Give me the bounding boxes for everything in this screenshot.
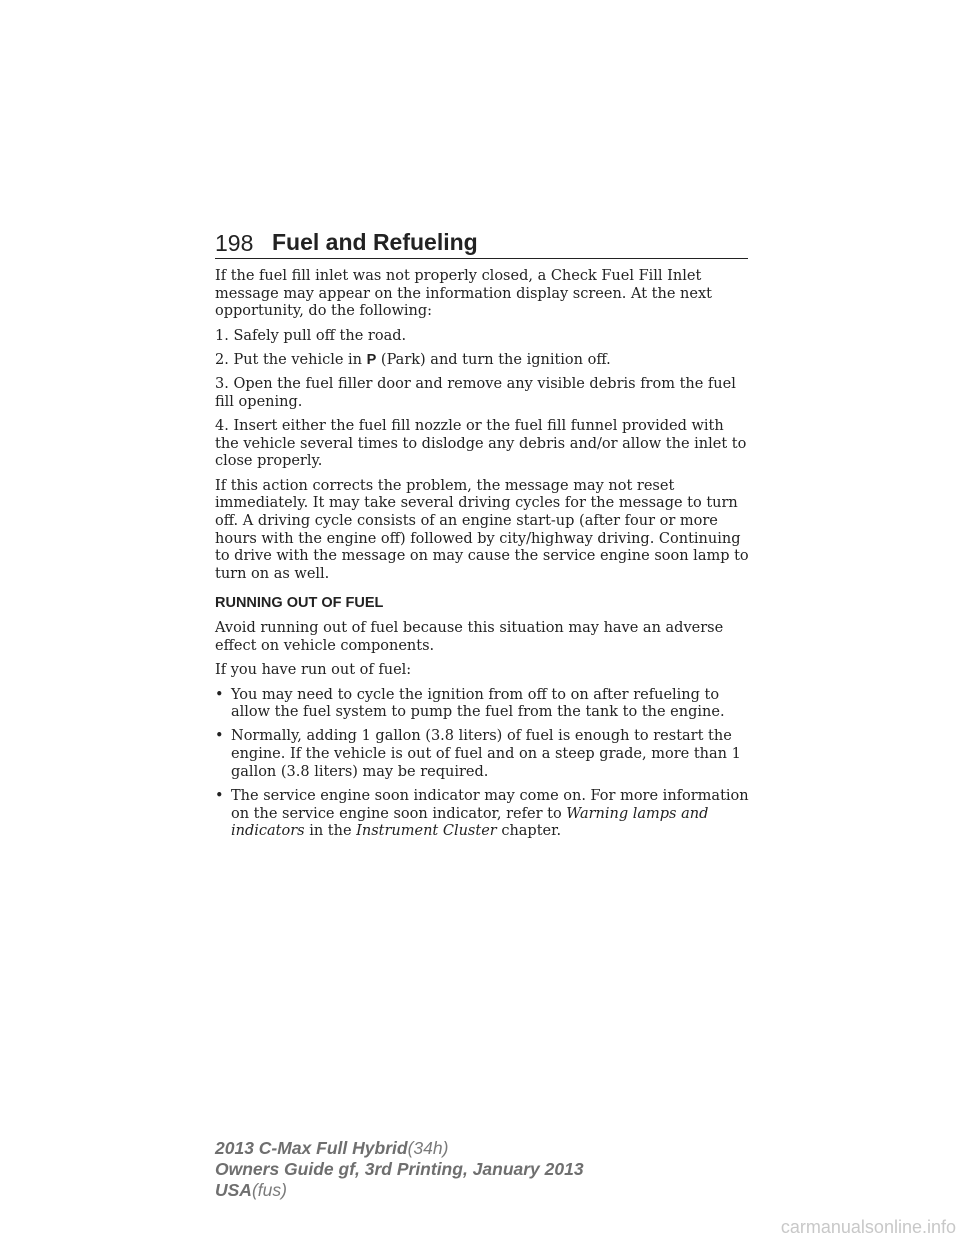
cross-reference-instrument-cluster: Instrument Cluster	[356, 823, 497, 840]
bullet-text-middle: in the	[304, 823, 357, 840]
step-4: 4. Insert either the fuel fill nozzle or the fuel fill funnel provided with the vehicle several times to dislodge any debris and/or allow the inlet to close properly.	[215, 417, 747, 470]
step-1: 1. Safely pull off the road.	[215, 327, 407, 344]
cross-reference-warning-lamps: Warning lamps and indicators	[231, 805, 709, 840]
bullet-icon: •	[215, 788, 224, 805]
step-3: 3. Open the fuel filler door and remove any visible debris from the fuel fill opening.	[215, 376, 736, 410]
footer-line-market	[215, 1180, 584, 1201]
run-out-bullet-list	[215, 687, 749, 842]
list-item	[215, 788, 749, 841]
bullet-text: Normally, adding 1 gallon (3.8 liters) of fuel is enough to restart the engine. If the vehicle is out of fuel and on a steep grade, more than 1 gallon (3.8 liters) may be required.	[231, 728, 741, 780]
list-item	[215, 687, 749, 722]
footer-model-code: (34h)	[407, 1138, 449, 1158]
page-body	[215, 268, 749, 848]
park-gear-letter: P	[366, 351, 377, 368]
bullet-text-end: chapter.	[496, 823, 562, 840]
footer-line-printing: Owners Guide gf, 3rd Printing, January 2013	[215, 1159, 584, 1179]
bullet-text-start: The service engine soon indicator may come on. For more information on the service engine soon indicator, refer to	[231, 788, 749, 822]
reset-paragraph: If this action corrects the problem, the message may not reset immediately. It may take several driving cycles for the message to turn off. A driving cycle consists of an engine start-up (after four or more hours with the engine off) followed by city/highway driving. Continuing to drive with the message on may cause the service engine soon lamp to turn on as well.	[215, 477, 749, 583]
footer-market: USA	[215, 1180, 252, 1200]
document-footer	[215, 1138, 584, 1201]
intro-paragraph: If the fuel fill inlet was not properly closed, a Check Fuel Fill Inlet message may appear on the information display screen. At the next opportunity, do the following:	[215, 268, 712, 320]
step-2	[215, 352, 749, 370]
footer-model-name: 2013 C-Max Full Hybrid	[215, 1138, 408, 1158]
bullet-icon: •	[215, 728, 224, 745]
avoid-paragraph: Avoid running out of fuel because this situation may have an adverse effect on vehicle components.	[215, 620, 724, 655]
step-2-text-end: (Park) and turn the ignition off.	[376, 351, 611, 368]
running-out-of-fuel-heading: RUNNING OUT OF FUEL	[215, 594, 384, 611]
run-out-intro: If you have run out of fuel:	[215, 662, 412, 679]
section-title: Fuel and Refueling	[272, 229, 478, 255]
footer-market-code: (fus)	[251, 1180, 287, 1200]
page-number: 198	[215, 230, 254, 256]
page-header	[215, 226, 748, 259]
list-item	[215, 728, 749, 781]
footer-line-model	[215, 1138, 584, 1159]
bullet-icon: •	[215, 686, 224, 703]
bullet-text: You may need to cycle the ignition from off to on after refueling to allow the fuel system to pump the fuel from the tank to the engine.	[231, 686, 725, 721]
step-2-text-start: 2. Put the vehicle in	[215, 351, 367, 368]
watermark: carmanualsonline.info	[780, 1217, 956, 1237]
